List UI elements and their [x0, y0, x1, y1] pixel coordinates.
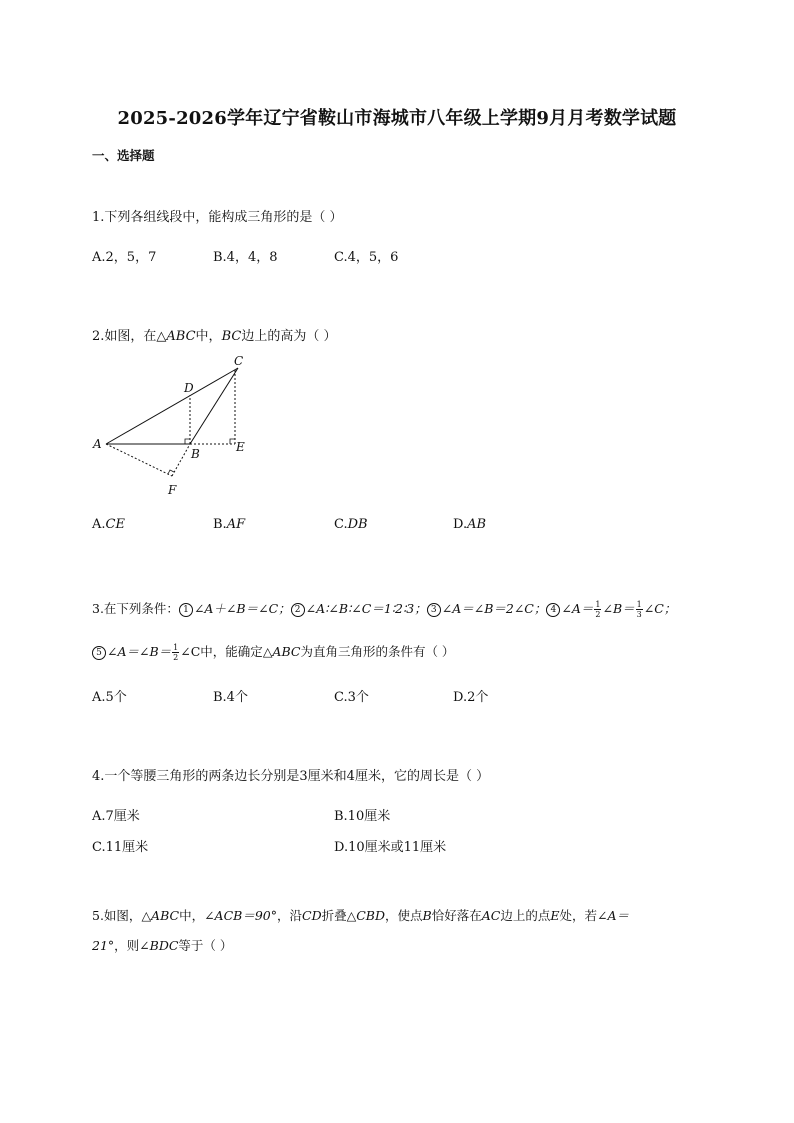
- question-4-stem: 4.一个等腰三角形的两条边长分别是3厘米和4厘米，它的周长是（ ）: [92, 769, 490, 784]
- q2-stem-prefix: 2.如图，在: [92, 329, 157, 344]
- segment-af: [106, 444, 172, 476]
- question-2-option-a: A.CE: [92, 517, 125, 532]
- label-c: C: [234, 354, 244, 368]
- fraction-half: $\frac{1}{2}$: [595, 600, 601, 619]
- q2-triangle-name: ABC: [166, 329, 196, 344]
- label-b: B: [191, 447, 200, 461]
- question-1-stem: 1.下列各组线段中，能构成三角形的是（ ）: [92, 210, 343, 225]
- question-3-option-b: B.4个: [213, 690, 248, 705]
- fraction-half-2: $\frac{1}{2}$: [173, 643, 179, 662]
- q2-stem-mid: 中，: [195, 329, 222, 344]
- label-a: A: [93, 437, 102, 451]
- question-3-option-c: C.3个: [334, 690, 369, 705]
- right-angle-e: [230, 439, 235, 444]
- section-heading: 一、选择题: [92, 148, 155, 163]
- question-1-option-b: B.4，4，8: [213, 250, 278, 265]
- question-1-option-a: A.2，5，7: [92, 250, 157, 265]
- circled-5: 5: [92, 646, 106, 660]
- question-3-option-d: D.2个: [453, 690, 489, 705]
- question-5-line-1: 5.如图，△ABC中，∠ACB＝90°，沿CD折叠△CBD，使点B恰好落在AC边上的点E处，若∠A＝: [92, 908, 629, 923]
- q2-triangle-symbol: △: [156, 329, 167, 344]
- question-2-option-b: B.AF: [213, 517, 246, 532]
- page-title: 2025-2026学年辽宁省鞍山市海城市八年级上学期9月月考数学试题: [117, 108, 677, 129]
- segment-bc: [190, 368, 238, 444]
- question-2-stem: [92, 325, 336, 344]
- question-1-option-c: C.4，5，6: [334, 250, 399, 265]
- circled-3: 3: [427, 603, 441, 617]
- right-angle-f: [168, 470, 174, 474]
- circled-2: 2: [291, 603, 305, 617]
- question-2-option-d: D.AB: [453, 517, 487, 532]
- triangle-figure: [88, 352, 258, 500]
- question-3-line-2: 5 ∠A＝∠B＝ $\frac{1}{2}$ ∠C中，能确定△ABC为直角三角形的条件有（ ）: [92, 642, 454, 662]
- question-4-option-b: B.10厘米: [334, 809, 391, 824]
- question-3-line-1: 3.在下列条件： 1 ∠A＋∠B＝∠C； 2 ∠A∶∠B∶∠C＝1∶2∶3； 3 ∠A＝∠B＝2∠C； 4 ∠A＝ $\frac{1}{2}$ ∠B＝ $\frac{1}{3}$ ∠C；: [92, 600, 677, 619]
- question-2-option-c: C.DB: [334, 517, 368, 532]
- question-5-line-2: 21°，则∠BDC等于（ ）: [92, 938, 233, 953]
- question-3-option-a: A.5个: [92, 690, 127, 705]
- question-4-option-d: D.10厘米或11厘米: [334, 840, 447, 855]
- q2-stem-suffix: 边上的高为（ ）: [241, 329, 337, 344]
- q2-side-name: BC: [221, 329, 242, 344]
- fraction-third: $\frac{1}{3}$: [636, 600, 642, 619]
- right-angle-d: [185, 439, 190, 444]
- question-4-option-a: A.7厘米: [92, 809, 140, 824]
- segment-fb: [172, 444, 190, 476]
- label-e: E: [236, 440, 245, 454]
- segment-ac: [106, 368, 238, 444]
- label-d: D: [184, 381, 194, 395]
- circled-1: 1: [179, 603, 193, 617]
- circled-4: 4: [546, 603, 560, 617]
- label-f: F: [168, 483, 177, 497]
- question-4-option-c: C.11厘米: [92, 840, 149, 855]
